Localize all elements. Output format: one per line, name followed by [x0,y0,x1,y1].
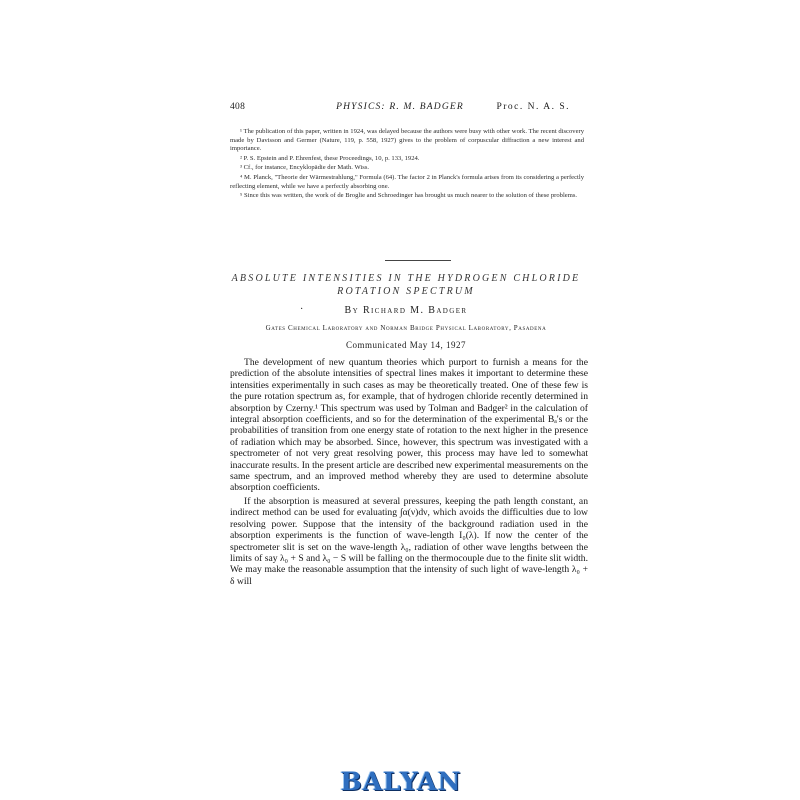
page-number: 408 [230,102,246,112]
article-body [230,357,588,589]
affiliation: Gates Chemical Laboratory and Norman Bridge Physical Laboratory, Pasadena [265,324,547,332]
communicated-date: Communicated May 14, 1927 [346,340,466,350]
watermark-logo: BALYAN [340,767,462,796]
footnotes-previous-article [230,128,584,202]
author-name: Richard M. Badger [362,305,468,316]
running-title: PHYSICS: R. M. BADGER [336,102,464,112]
bullet-mark: · [300,304,305,315]
body-paragraph: If the absorption is measured at several pressures, keeping the path length constant, an indirect method can be used for evaluating ∫α(ν)dν, which avoids the difficulties due to low resolving power. Suppose that the intensity of the background radiation used in the absorption experiments is the function of wave-length I₀(λ). If now the center of the spectrometer slit is set on the wave-length λ₀, radiation of other wave lengths between the limits of say λ₀ + S and λ₀ − S will be falling on the thermocouple due to the finite slit width. We may make the reasonable assumption that the intensity of such light of wave-length λ₀ + δ will [230,495,588,587]
body-paragraph: The development of new quantum theories which purport to furnish a means for the prediction of the absolute intensities of spectral lines makes it important to determine these intensities experimentally in such cases as may be theoretically treated. One of these few is the pure rotation spectrum as, for example, that of hydrogen chloride recently determined in absorption by Czerny.¹ This spectrum was used by Tolman and Badger² in the calculation of integral absorption coefficients, and so for the determination of the experimental Bₐ's or the probabilities of transition from one energy state of rotation to the next higher in the presence of radiation which may be absorbed. Since, however, this spectrum was investigated with a spectrometer of not very great resolving power, this process may have led to somewhat inaccurate results. In the present article are described new experimental measurements on the same spectrum, and an improved method whereby they are used to determine absolute absorption coefficients. [230,357,588,494]
footnote: ² P. S. Epstein and P. Ehrenfest, these Proceedings, 10, p. 133, 1924. [240,154,420,162]
footnote: ⁵ Since this was written, the work of de Broglie and Schroedinger has brought us much nearer to the solution of these problems. [240,192,578,200]
journal-abbrev: Proc. N. A. S. [496,102,570,112]
author-prefix: By [344,305,360,316]
article-title: ABSOLUTE INTENSITIES IN THE HYDROGEN CHLORIDE ROTATION SPECTRUM [231,273,581,297]
section-divider [385,260,451,261]
page-header [230,102,570,116]
footnote: ³ Cf., for instance, Encyklopädie der Math. Wiss. [240,164,370,172]
footnote: ¹ The publication of this paper, written in 1924, was delayed because the authors were busy with other work. The recent discovery made by Davisson and Germer (Nature, 119, p. 558, 1927) gives to the problem of corpuscular diffraction a new interest and importance. [230,128,584,153]
footnote: ⁴ M. Planck, "Theorie der Wärmestrahlung," Formula (64). The factor 2 in Planck's formula arises from its considering a perfectly reflecting element, while we have a perfectly absorbing one. [230,173,584,190]
author-line [226,305,586,316]
